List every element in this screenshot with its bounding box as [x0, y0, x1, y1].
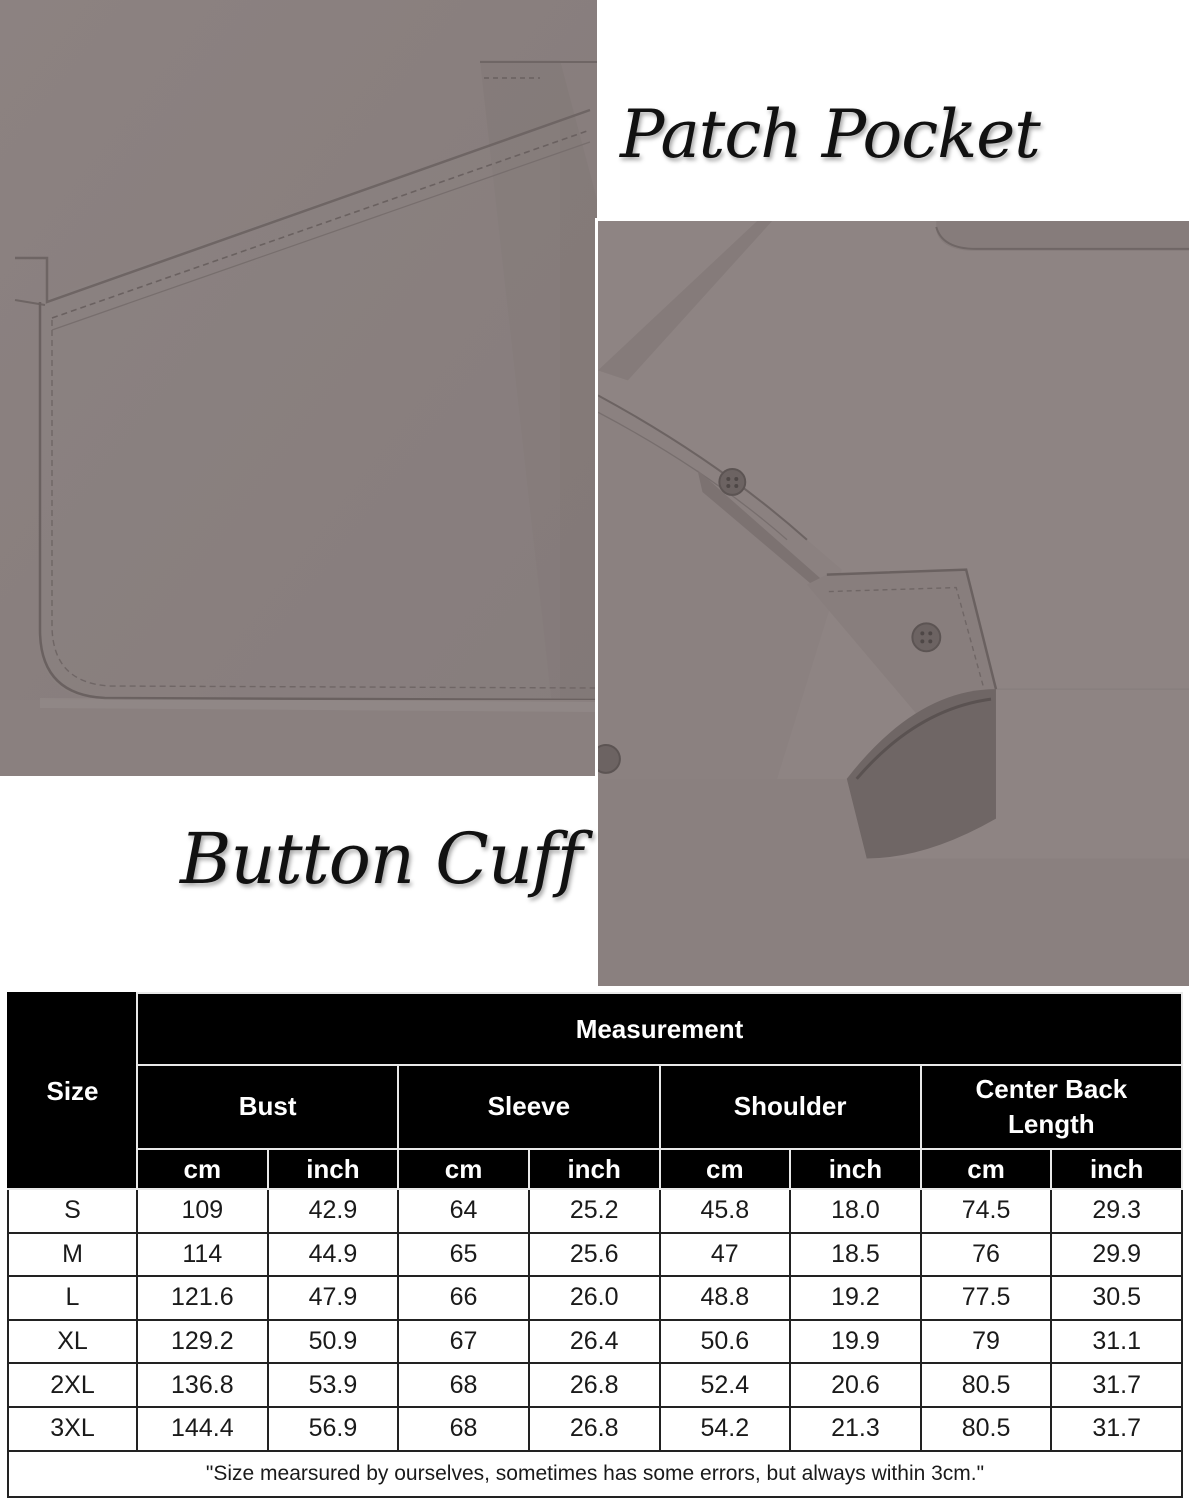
measurement-cell: 68: [398, 1363, 529, 1407]
measurement-cell: 31.7: [1051, 1363, 1182, 1407]
measurement-cell: 26.4: [529, 1320, 660, 1364]
measurement-cell: 114: [137, 1233, 268, 1277]
measurement-cell: 74.5: [921, 1189, 1052, 1233]
measurement-cell: 26.8: [529, 1407, 660, 1451]
measurement-cell: 26.0: [529, 1276, 660, 1320]
measurement-cell: 26.8: [529, 1363, 660, 1407]
bust-header: Bust: [137, 1065, 398, 1149]
measurement-group-header: Measurement: [137, 993, 1182, 1065]
measurement-cell: 109: [137, 1189, 268, 1233]
measurement-cell: 136.8: [137, 1363, 268, 1407]
size-cell: S: [8, 1189, 137, 1233]
shoulder-header: Shoulder: [660, 1065, 921, 1149]
measurement-cell: 77.5: [921, 1276, 1052, 1320]
measurement-cell: 54.2: [660, 1407, 791, 1451]
measurement-cell: 129.2: [137, 1320, 268, 1364]
measurement-cell: 53.9: [268, 1363, 399, 1407]
measurement-cell: 31.7: [1051, 1407, 1182, 1451]
size-cell: M: [8, 1233, 137, 1277]
size-cell: 3XL: [8, 1407, 137, 1451]
patch-pocket-caption: Patch Pocket: [620, 96, 1040, 173]
size-cell: XL: [8, 1320, 137, 1364]
table-note-row: [8, 1451, 1182, 1497]
table-row: [8, 1189, 1182, 1233]
unit-header: inch: [529, 1149, 660, 1189]
button-cuff-photo: [595, 218, 1189, 986]
measurement-cell: 45.8: [660, 1189, 791, 1233]
measurement-cell: 52.4: [660, 1363, 791, 1407]
size-cell: L: [8, 1276, 137, 1320]
measurement-cell: 66: [398, 1276, 529, 1320]
size-table-body: [8, 1189, 1182, 1451]
measurement-cell: 56.9: [268, 1407, 399, 1451]
table-row: [8, 1276, 1182, 1320]
size-chart-table: [7, 992, 1183, 1498]
measurement-cell: 25.2: [529, 1189, 660, 1233]
measurement-cell: 20.6: [790, 1363, 921, 1407]
measurement-cell: 30.5: [1051, 1276, 1182, 1320]
table-row: [8, 1320, 1182, 1364]
measurement-cell: 67: [398, 1320, 529, 1364]
size-note: "Size mearsured by ourselves, sometimes has some errors, but always within 3cm.": [8, 1451, 1182, 1497]
measurement-cell: 18.0: [790, 1189, 921, 1233]
measurement-cell: 19.2: [790, 1276, 921, 1320]
measurement-cell: 80.5: [921, 1407, 1052, 1451]
measurement-cell: 44.9: [268, 1233, 399, 1277]
unit-header: cm: [137, 1149, 268, 1189]
table-header-row: [8, 1149, 1182, 1189]
unit-header: cm: [921, 1149, 1052, 1189]
measurement-cell: 68: [398, 1407, 529, 1451]
measurement-cell: 31.1: [1051, 1320, 1182, 1364]
center-back-length-header: Center Back Length: [921, 1065, 1182, 1149]
measurement-cell: 19.9: [790, 1320, 921, 1364]
measurement-cell: 50.6: [660, 1320, 791, 1364]
table-row: [8, 1407, 1182, 1451]
measurement-cell: 47.9: [268, 1276, 399, 1320]
measurement-cell: 47: [660, 1233, 791, 1277]
measurement-cell: 21.3: [790, 1407, 921, 1451]
unit-header: cm: [660, 1149, 791, 1189]
table-header-row: [8, 1065, 1182, 1149]
measurement-cell: 64: [398, 1189, 529, 1233]
unit-header: cm: [398, 1149, 529, 1189]
button-cuff-caption: Button Cuff: [180, 818, 582, 900]
measurement-cell: 80.5: [921, 1363, 1052, 1407]
measurement-cell: 42.9: [268, 1189, 399, 1233]
measurement-cell: 48.8: [660, 1276, 791, 1320]
size-column-header: Size: [8, 993, 137, 1189]
button-cuff-illustration: [598, 221, 1189, 986]
measurement-cell: 65: [398, 1233, 529, 1277]
size-cell: 2XL: [8, 1363, 137, 1407]
patch-pocket-illustration: [0, 0, 597, 776]
sleeve-header: Sleeve: [398, 1065, 659, 1149]
measurement-cell: 50.9: [268, 1320, 399, 1364]
table-row: [8, 1233, 1182, 1277]
measurement-cell: 29.3: [1051, 1189, 1182, 1233]
measurement-cell: 76: [921, 1233, 1052, 1277]
measurement-cell: 121.6: [137, 1276, 268, 1320]
measurement-cell: 18.5: [790, 1233, 921, 1277]
patch-pocket-photo: [0, 0, 597, 776]
table-header-row: [8, 993, 1182, 1065]
table-row: [8, 1363, 1182, 1407]
unit-header: inch: [1051, 1149, 1182, 1189]
measurement-cell: 25.6: [529, 1233, 660, 1277]
unit-header: inch: [790, 1149, 921, 1189]
measurement-cell: 144.4: [137, 1407, 268, 1451]
measurement-cell: 29.9: [1051, 1233, 1182, 1277]
unit-header: inch: [268, 1149, 399, 1189]
measurement-cell: 79: [921, 1320, 1052, 1364]
